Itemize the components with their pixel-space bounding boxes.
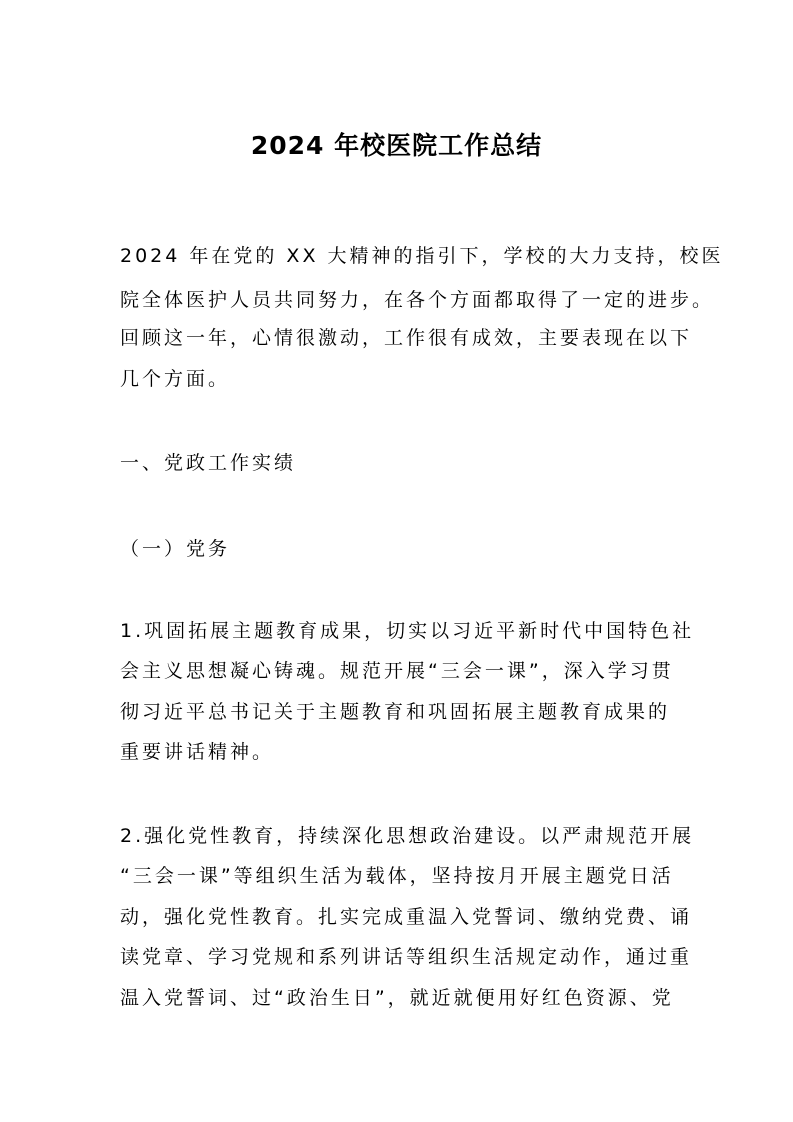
item-1-line-3: 彻习近平总书记关于主题教育和巩固拓展主题教育成果的 xyxy=(120,701,671,723)
intro-line-4: 几个方面。 xyxy=(120,368,231,390)
item-2-line-4: 读党章、学习党规和系列讲话等组织生活规定动作，通过重 xyxy=(120,946,693,968)
item-1-line-4: 重要讲话精神。 xyxy=(120,741,275,763)
intro-line-3: 回顾这一年，心情很激动，工作很有成效，主要表现在以下 xyxy=(120,327,693,349)
item-2-line-3: 动，强化党性教育。扎实完成重温入党誓词、缴纳党费、诵 xyxy=(120,906,693,928)
item-1-line-1: 1.巩固拓展主题教育成果，切实以习近平新时代中国特色社 xyxy=(120,620,695,642)
intro-line-1: 2024 年在党的 XX 大精神的指引下，学校的大力支持，校医 xyxy=(120,245,724,267)
item-2-line-1: 2.强化党性教育，持续深化思想政治建设。以严肃规范开展 xyxy=(120,825,695,847)
item-2-line-2: “三会一课”等组织生活为载体，坚持按月开展主题党日活 xyxy=(120,865,674,887)
subsection-heading: （一）党务 xyxy=(120,538,231,560)
document-title: 2024 年校医院工作总结 xyxy=(250,131,543,160)
item-2-line-5: 温入党誓词、过“政治生日”，就近就便用好红色资源、党 xyxy=(120,987,674,1009)
intro-line-2: 院全体医护人员共同努力，在各个方面都取得了一定的进步。 xyxy=(120,289,715,311)
item-1-line-2: 会主义思想凝心铸魂。规范开展“三会一课”，深入学习贯 xyxy=(120,660,674,682)
section-heading: 一、党政工作实绩 xyxy=(120,452,297,474)
